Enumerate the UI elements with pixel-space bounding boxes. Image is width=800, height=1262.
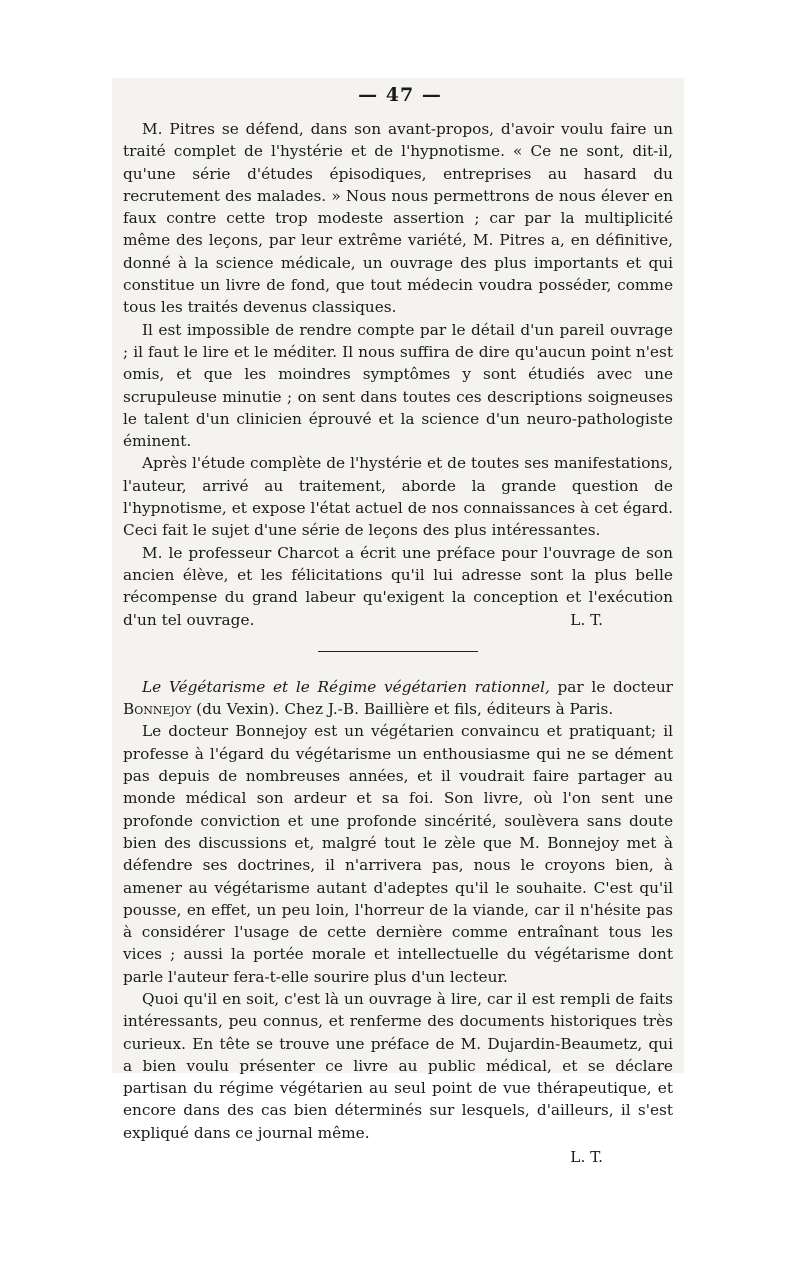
review2-book-title: Le Végétarisme et le Régime végétarien rationnel, (142, 677, 550, 696)
review1-paragraph-3: Après l'étude complète de l'hystérie et de toutes ses manifestations, l'auteur, arrivé au traitement, aborde la grande question de l'hypnotisme, et expose l'état actuel de nos connaissances à cet égard. Ceci fait le sujet d'une série de leçons des plus intéressantes. (123, 454, 673, 540)
review1-paragraph-2: Il est impossible de rendre compte par le détail d'un pareil ouvrage ; il faut le lire et le méditer. Il nous suffira de dire qu'aucun point n'est omis, et que les moindres symptômes y sont étudiés avec une scrupuleuse minutie ; on sent dans toutes ces descriptions soigneuses le talent d'un clinicien éprouvé et la science d'un neuro-pathologiste éminent. (123, 320, 673, 451)
review1-paragraph-4-text: M. le professeur Charcot a écrit une préface pour l'ouvrage de son ancien élève, et les félicitations qu'il lui adresse sont la plus belle récompense du grand labeur qu'exigent la conception et l'exécution d'un tel ouvrage. (123, 543, 673, 629)
review2-publisher: (du Vexin). Chez J.-B. Baillière et fils, éditeurs à Paris. (196, 700, 614, 719)
review2-signature: L. T. (570, 1148, 603, 1167)
section-divider (318, 651, 478, 652)
review2-paragraph-2: Quoi qu'il en soit, c'est là un ouvrage à lire, car il est rempli de faits intéressants, peu connus, et renferme des documents historiques très curieux. En tête se trouve une préface de M. Dujardin-Beaumetz, qui a bien voulu présenter ce livre au public médical, et se déclare partisan du régime végétarien au seul point de vue thérapeutique, et encore dans des cas bien déterminés sur lesquels, d'ailleurs, il s'est expliqué dans ce journal même. (123, 989, 673, 1142)
review2-paragraph-1: Le docteur Bonnejoy est un végétarien convaincu et pratiquant; il professe à l'égard du végétarisme un enthousiasme qui ne se dément pas depuis de nombreuses années, et il voudrait faire partager au monde médical son ardeur et sa foi. Son livre, où l'on sent une profonde conviction et une profonde sincérité, soulèvera sans doute bien des discussions et, malgré tout le zèle que M. Bonnejoy met à défendre ses doctrines, il n'arrivera pas, nous le croyons bien, à amener au végétarisme autant d'adeptes qu'il le souhaite. C'est qu'il pousse, en effet, un peu loin, l'horreur de la viande, car il n'hésite pas à considérer l'usage de cette dernière comme entraînant tous les vices ; aussi la portée morale et intellectuelle du végétarisme dont parle l'auteur fera-t-elle sourire plus d'un lecteur. (123, 722, 673, 986)
review2-heading (123, 676, 673, 721)
review1-signature: L. T. (570, 610, 603, 629)
page-number: — 47 — (358, 84, 442, 106)
review1-paragraph-1: M. Pitres se défend, dans son avant-propos, d'avoir voulu faire un traité complet de l'hystérie et de l'hypnotisme. « Ce ne sont, dit-il, qu'une série d'études épisodiques, entreprises au hasard du recrutement des malades. » Nous nous permettrons de nous élever en faux contre cette trop modeste assertion ; car par la multiplicité même des leçons, par leur extrême variété, M. Pitres a, en définitive, donné à la science médicale, un ouvrage des plus importants et qui constitue un livre de fond, que tout médecin voudra posséder, comme tous les traités devenus classiques. (123, 120, 673, 317)
review2-author-name: Bonnejoy (123, 700, 192, 719)
review2-author-prefix: par le docteur (557, 677, 673, 696)
review1-paragraph-4 (123, 542, 673, 631)
page-body (123, 118, 673, 1168)
